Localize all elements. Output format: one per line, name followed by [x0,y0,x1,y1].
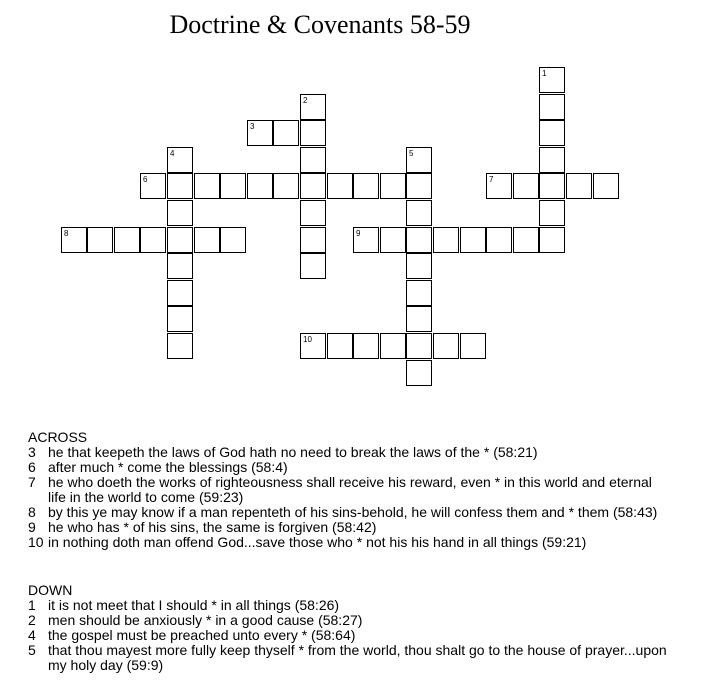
clue-text: in nothing doth man offend God...save those who * not his his hand in all things (59:21) [48,534,587,550]
grid-cell[interactable] [353,227,379,253]
clue-text: men should be anxiously * in a good cause (58:27) [48,612,363,628]
clue-down-5 [28,643,668,673]
grid-cell[interactable] [593,173,619,199]
clue-text: by this ye may know if a man repenteth of his sins-behold, he will confess them and * them (58:43) [48,504,658,520]
clue-number: 8 [28,504,36,520]
cell-number: 9 [356,229,361,238]
grid-cell[interactable] [406,280,432,306]
grid-cell[interactable] [539,173,565,199]
clue-number: 1 [28,597,36,613]
grid-cell[interactable] [300,227,326,253]
down-clues [28,583,668,673]
puzzle-title: Doctrine & Covenants 58-59 [169,10,471,39]
grid-cell[interactable] [406,147,432,173]
grid-cell[interactable] [220,227,246,253]
clue-text: he who doeth the works of righteousness shall receive his reward, even * in this world and eternal life in the world to come (59:23) [48,474,652,505]
clue-text: that thou mayest more fully keep thyself * from the world, thou shalt go to the house of prayer...upon my holy day (59:9) [48,642,667,673]
cell-number: 6 [143,175,148,184]
grid-cell[interactable] [539,94,565,120]
grid-cell[interactable] [539,200,565,226]
clue-down-4 [28,628,668,643]
grid-cell[interactable] [194,227,220,253]
grid-cell[interactable] [167,147,193,173]
grid-cell[interactable] [539,120,565,146]
clue-across-9 [28,520,668,535]
grid-cell[interactable] [406,253,432,279]
grid-cell[interactable] [300,333,326,359]
clue-text: he that keepeth the laws of God hath no need to break the laws of the * (58:21) [48,444,538,460]
grid-cell[interactable] [353,333,379,359]
grid-cell[interactable] [486,173,512,199]
grid-cell[interactable] [539,67,565,93]
grid-cell[interactable] [406,306,432,332]
clue-number: 10 [28,534,44,550]
grid-cell[interactable] [220,173,246,199]
grid-cell[interactable] [247,173,273,199]
grid-cell[interactable] [167,333,193,359]
grid-cell[interactable] [273,173,299,199]
grid-cell[interactable] [327,173,353,199]
grid-cell[interactable] [114,227,140,253]
clue-across-6 [28,460,668,475]
grid-cell[interactable] [273,120,299,146]
clue-down-1 [28,598,668,613]
clue-across-3 [28,445,668,460]
cell-number: 5 [409,149,414,158]
clue-text: he who has * of his sins, the same is forgiven (58:42) [48,519,377,535]
grid-cell[interactable] [566,173,592,199]
grid-cell[interactable] [300,120,326,146]
grid-cell[interactable] [513,173,539,199]
across-clues [28,430,668,550]
clue-number: 3 [28,444,36,460]
grid-cell[interactable] [513,227,539,253]
grid-cell[interactable] [380,227,406,253]
clue-text: after much * come the blessings (58:4) [48,459,288,475]
grid-cell[interactable] [406,227,432,253]
cell-number: 1 [542,69,547,78]
cell-number: 10 [303,335,312,344]
down-heading: DOWN [28,582,73,598]
clue-number: 4 [28,627,36,643]
grid-cell[interactable] [167,173,193,199]
clue-number: 2 [28,612,36,628]
grid-cell[interactable] [194,173,220,199]
grid-cell[interactable] [300,147,326,173]
grid-cell[interactable] [61,227,87,253]
clue-text: it is not meet that I should * in all things (58:26) [48,597,340,613]
grid-cell[interactable] [406,200,432,226]
grid-cell[interactable] [167,227,193,253]
grid-cell[interactable] [380,173,406,199]
grid-cell[interactable] [140,227,166,253]
grid-cell[interactable] [87,227,113,253]
grid-cell[interactable] [433,227,459,253]
cell-number: 4 [170,149,175,158]
clue-number: 9 [28,519,36,535]
grid-cell[interactable] [433,333,459,359]
grid-cell[interactable] [353,173,379,199]
grid-cell[interactable] [167,253,193,279]
clue-number: 7 [28,474,36,490]
grid-cell[interactable] [300,253,326,279]
across-heading: ACROSS [28,429,88,445]
grid-cell[interactable] [406,333,432,359]
grid-cell[interactable] [539,147,565,173]
grid-cell[interactable] [406,360,432,386]
clue-across-10 [28,535,668,550]
clue-number: 6 [28,459,36,475]
clue-across-7 [28,475,668,505]
cell-number: 2 [303,96,308,105]
grid-cell[interactable] [460,333,486,359]
grid-cell[interactable] [167,306,193,332]
grid-cell[interactable] [327,333,353,359]
cell-number: 3 [250,122,255,131]
grid-cell[interactable] [167,280,193,306]
clue-number: 5 [28,642,36,658]
grid-cell[interactable] [247,120,273,146]
grid-cell[interactable] [300,94,326,120]
clue-text: the gospel must be preached unto every * (58:64) [48,627,356,643]
grid-cell[interactable] [486,227,512,253]
grid-cell[interactable] [300,173,326,199]
cell-number: 8 [64,229,69,238]
grid-cell[interactable] [460,227,486,253]
clue-down-2 [28,613,668,628]
grid-cell[interactable] [406,173,432,199]
grid-cell[interactable] [300,200,326,226]
clue-across-8 [28,505,668,520]
cell-number: 7 [489,175,494,184]
grid-cell[interactable] [140,173,166,199]
grid-cell[interactable] [167,200,193,226]
grid-cell[interactable] [380,333,406,359]
grid-cell[interactable] [539,227,565,253]
